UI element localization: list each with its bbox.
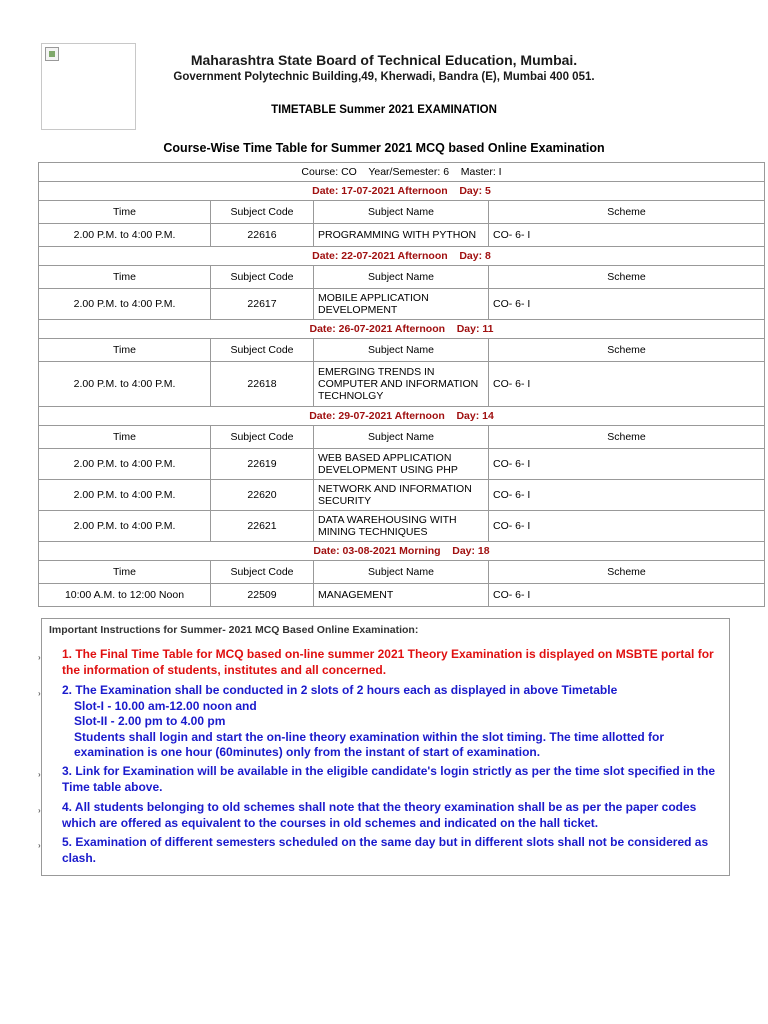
subject-name-cell: MANAGEMENT — [314, 584, 489, 607]
instruction-5 — [38, 835, 727, 866]
subject-name-cell: EMERGING TRENDS IN COMPUTER AND INFORMATION TECHNOLGY — [314, 362, 489, 407]
instruction-3 — [38, 764, 727, 795]
subject-code-cell: 22616 — [211, 224, 314, 247]
column-header: Subject Code — [211, 201, 314, 224]
timetable — [38, 162, 765, 607]
instruction-4 — [38, 800, 727, 831]
timetable-title: TIMETABLE Summer 2021 EXAMINATION — [271, 104, 497, 116]
instruction-1-text: 1. The Final Time Table for MCQ based on-line summer 2021 Theory Examination is displayed on MSBTE portal for the information of students, institutes and all concerned. — [62, 647, 714, 677]
date-label: Date: 17-07-2021 Afternoon Day: 5 — [39, 182, 765, 201]
subject-name-cell: MOBILE APPLICATION DEVELOPMENT — [314, 289, 489, 320]
table-row — [39, 584, 765, 607]
board-name: Maharashtra State Board of Technical Education, Mumbai. — [190, 52, 578, 68]
page-subtitle: Course-Wise Time Table for Summer 2021 MCQ based Online Examination — [163, 141, 605, 155]
subject-name-cell: NETWORK AND INFORMATION SECURITY — [314, 480, 489, 511]
scheme-cell: CO- 6- I — [489, 511, 765, 542]
scheme-cell: CO- 6- I — [489, 584, 765, 607]
bullet-icon: › — [38, 770, 41, 779]
table-row — [39, 449, 765, 480]
bullet-icon: › — [38, 689, 41, 698]
column-header: Time — [39, 561, 211, 584]
time-cell: 2.00 P.M. to 4:00 P.M. — [39, 362, 211, 407]
scheme-cell: CO- 6- I — [489, 289, 765, 320]
scheme-cell: CO- 6- I — [489, 224, 765, 247]
column-header: Subject Code — [211, 266, 314, 289]
subject-code-cell: 22620 — [211, 480, 314, 511]
column-header: Scheme — [489, 339, 765, 362]
instruction-2-text: 2. The Examination shall be conducted in 2 slots of 2 hours each as displayed in above Timetable — [62, 683, 618, 697]
time-cell: 2.00 P.M. to 4:00 P.M. — [39, 289, 211, 320]
instructions-title: Important Instructions for Summer- 2021 MCQ Based Online Examination: — [49, 624, 419, 636]
column-header: Time — [39, 426, 211, 449]
column-header-row — [39, 339, 765, 362]
subject-name-cell: PROGRAMMING WITH PYTHON — [314, 224, 489, 247]
time-cell: 2.00 P.M. to 4:00 P.M. — [39, 511, 211, 542]
scheme-cell: CO- 6- I — [489, 480, 765, 511]
column-header: Subject Name — [314, 201, 489, 224]
bullet-icon: › — [38, 806, 41, 815]
column-header: Subject Name — [314, 339, 489, 362]
column-header: Subject Code — [211, 561, 314, 584]
column-header: Time — [39, 339, 211, 362]
column-header: Scheme — [489, 561, 765, 584]
column-header: Subject Name — [314, 561, 489, 584]
slot-2: Slot-II - 2.00 pm to 4.00 pm — [74, 714, 226, 728]
subject-name-cell: WEB BASED APPLICATION DEVELOPMENT USING PHP — [314, 449, 489, 480]
table-row — [39, 480, 765, 511]
table-row — [39, 289, 765, 320]
table-row — [39, 362, 765, 407]
instruction-2-note: Students shall login and start the on-line theory examination within the slot timing. The time allotted for examination is one hour (60minutes) only from the instant of start of examination. — [74, 729, 665, 759]
subject-code-cell: 22621 — [211, 511, 314, 542]
time-cell: 10:00 A.M. to 12:00 Noon — [39, 584, 211, 607]
date-row — [39, 407, 765, 426]
scheme-cell: CO- 6- I — [489, 449, 765, 480]
table-row — [39, 511, 765, 542]
instruction-3-text: 3. Link for Examination will be available in the eligible candidate's login strictly as per the time slot specified in the Time table above. — [62, 764, 716, 794]
column-header: Subject Code — [211, 339, 314, 362]
subject-code-cell: 22619 — [211, 449, 314, 480]
date-label: Date: 22-07-2021 Afternoon Day: 8 — [39, 247, 765, 266]
date-row — [39, 247, 765, 266]
column-header: Time — [39, 201, 211, 224]
course-info: Course: CO Year/Semester: 6 Master: I — [39, 163, 765, 182]
time-cell: 2.00 P.M. to 4:00 P.M. — [39, 449, 211, 480]
date-label: Date: 26-07-2021 Afternoon Day: 11 — [39, 320, 765, 339]
board-address: Government Polytechnic Building,49, Kherwadi, Bandra (E), Mumbai 400 051. — [173, 71, 595, 83]
date-label: Date: 29-07-2021 Afternoon Day: 14 — [39, 407, 765, 426]
column-header-row — [39, 266, 765, 289]
column-header-row — [39, 561, 765, 584]
date-row — [39, 320, 765, 339]
instruction-5-text: 5. Examination of different semesters scheduled on the same day but in different slots shall not be considered as clash. — [62, 835, 709, 865]
course-row — [39, 163, 765, 182]
subject-code-cell: 22618 — [211, 362, 314, 407]
time-cell: 2.00 P.M. to 4:00 P.M. — [39, 224, 211, 247]
subject-code-cell: 22617 — [211, 289, 314, 320]
bullet-icon: › — [38, 841, 41, 850]
scheme-cell: CO- 6- I — [489, 362, 765, 407]
instructions-panel — [38, 618, 730, 876]
table-row — [39, 224, 765, 247]
column-header: Subject Name — [314, 266, 489, 289]
column-header: Scheme — [489, 201, 765, 224]
instruction-2 — [38, 683, 727, 761]
column-header: Time — [39, 266, 211, 289]
subject-name-cell: DATA WAREHOUSING WITH MINING TECHNIQUES — [314, 511, 489, 542]
column-header-row — [39, 426, 765, 449]
slot-1: Slot-I - 10.00 am-12.00 noon and — [74, 698, 257, 713]
column-header: Subject Code — [211, 426, 314, 449]
date-row — [39, 542, 765, 561]
instruction-1 — [38, 647, 727, 678]
date-label: Date: 03-08-2021 Morning Day: 18 — [39, 542, 765, 561]
instruction-4-text: 4. All students belonging to old schemes shall note that the theory examination shall be as per the paper codes which are offered as equivalent to the courses in old schemes and indicated on the hall ticket. — [62, 800, 697, 830]
time-cell: 2.00 P.M. to 4:00 P.M. — [39, 480, 211, 511]
date-row — [39, 182, 765, 201]
subject-code-cell: 22509 — [211, 584, 314, 607]
column-header: Subject Name — [314, 426, 489, 449]
column-header-row — [39, 201, 765, 224]
bullet-icon: › — [38, 653, 41, 662]
column-header: Scheme — [489, 426, 765, 449]
column-header: Scheme — [489, 266, 765, 289]
